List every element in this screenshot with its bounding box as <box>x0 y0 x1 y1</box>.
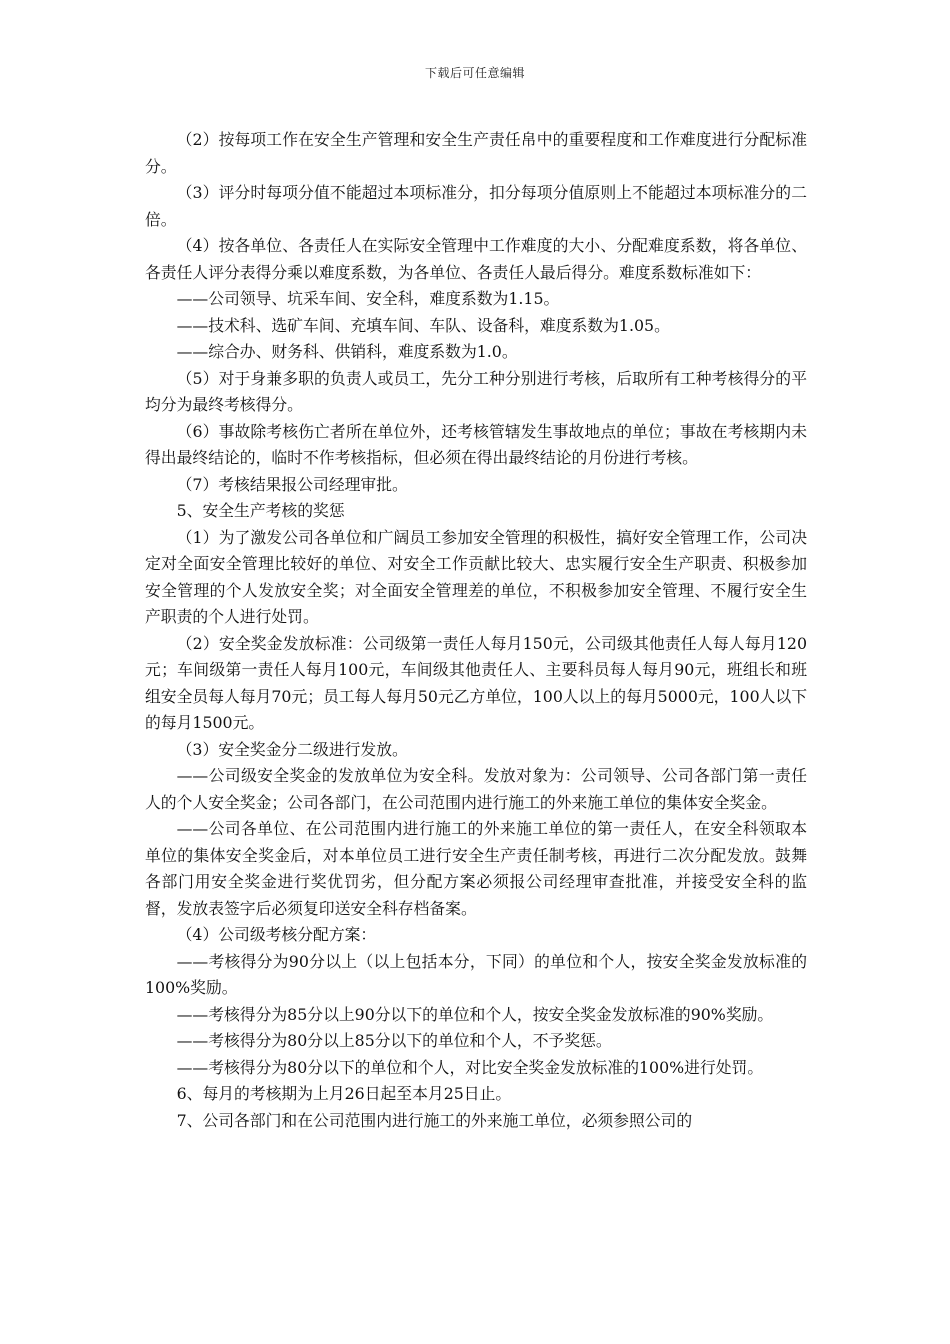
paragraph-20: ——考核得分为80分以下的单位和个人，对比安全奖金发放标准的100%进行处罚。 <box>176 1057 764 1077</box>
paragraph-17: ——考核得分为90分以上（以上包括本分，下同）的单位和个人，按安全奖金发放标准的100%奖励。 <box>145 951 807 997</box>
paragraph-8: （6）事故除考核伤亡者所在单位外，还考核管辖发生事故地点的单位；事故在考核期内未得出最终结论的，临时不作考核指标，但必须在得出最终结论的月份进行考核。 <box>145 421 807 467</box>
section-heading-7: 7、公司各部门和在公司范围内进行施工的外来施工单位，必须参照公司的 <box>176 1110 693 1130</box>
paragraph-16: （4）公司级考核分配方案： <box>176 925 377 944</box>
paragraph-1: （2）按每项工作在安全生产管理和安全生产责任帛中的重要程度和工作难度进行分配标准分。 <box>145 130 807 176</box>
paragraph-15: ——公司各单位、在公司范围内进行施工的外来施工单位的第一责任人，在安全科领取本单位的集体安全奖金后，对本单位员工进行安全生产责任制考核，再进行二次分配发放。鼓舞各部门用安全奖金进行奖优罚劣，但分配方案必须报公司经理审查批准，并接受安全科的监督，发放表签字后必须复印送安全科存档备案。 <box>145 819 807 918</box>
paragraph-14: ——公司级安全奖金的发放单位为安全科。发放对象为：公司领导、公司各部门第一责任人的个人安全奖金；公司各部门，在公司范围内进行施工的外来施工单位的集体安全奖金。 <box>145 766 807 812</box>
paragraph-3: （4）按各单位、各责任人在实际安全管理中工作难度的大小、分配难度系数，将各单位、各责任人评分表得分乘以难度系数，为各单位、各责任人最后得分。难度系数标准如下： <box>145 236 807 282</box>
paragraph-11: （1）为了激发公司各单位和广阔员工参加安全管理的积极性，搞好安全管理工作，公司决定对全面安全管理比较好的单位、对安全工作贡献比较大、忠实履行安全生产职责、积极参加安全管理的个人发放安全奖；对全面安全管理差的单位，不积极参加安全管理、不履行安全生产职责的个人进行处罚。 <box>145 527 807 626</box>
document-body <box>145 127 807 1134</box>
paragraph-7: （5）对于身兼多职的负责人或员工，先分工种分别进行考核，后取所有工种考核得分的平均分为最终考核得分。 <box>145 368 807 414</box>
section-heading-6: 6、每月的考核期为上月26日起至本月25日止。 <box>176 1084 512 1103</box>
page-header-note: 下载后可任意编辑 <box>424 66 525 80</box>
paragraph-4: ——公司领导、坑采车间、安全科，难度系数为1.15。 <box>176 289 560 308</box>
paragraph-6: ——综合办、财务科、供销科，难度系数为1.0。 <box>176 342 518 361</box>
paragraph-13: （3）安全奖金分二级进行发放。 <box>176 739 408 759</box>
paragraph-12: （2）安全奖金发放标准：公司级第一责任人每月150元，公司级其他责任人每人每月120元；车间级第一责任人每月100元，车间级其他责任人、主要科员每人每月90元，班组长和班组安全员每人每月70元；员工每人每月50元乙方单位，100人以上的每月5000元，100人以下的每月1500元。 <box>145 633 808 732</box>
paragraph-9: （7）考核结果报公司经理审批。 <box>176 474 408 494</box>
paragraph-5: ——技术科、选矿车间、充填车间、车队、设备科，难度系数为1.05。 <box>176 315 670 335</box>
paragraph-19: ——考核得分为80分以上85分以下的单位和个人，不予奖惩。 <box>176 1031 612 1050</box>
paragraph-18: ——考核得分为85分以上90分以下的单位和个人，按安全奖金发放标准的90%奖励。 <box>176 1004 774 1024</box>
paragraph-2: （3）评分时每项分值不能超过本项标准分，扣分每项分值原则上不能超过本项标准分的二倍。 <box>145 183 807 229</box>
section-heading-5: 5、安全生产考核的奖惩 <box>176 501 345 520</box>
